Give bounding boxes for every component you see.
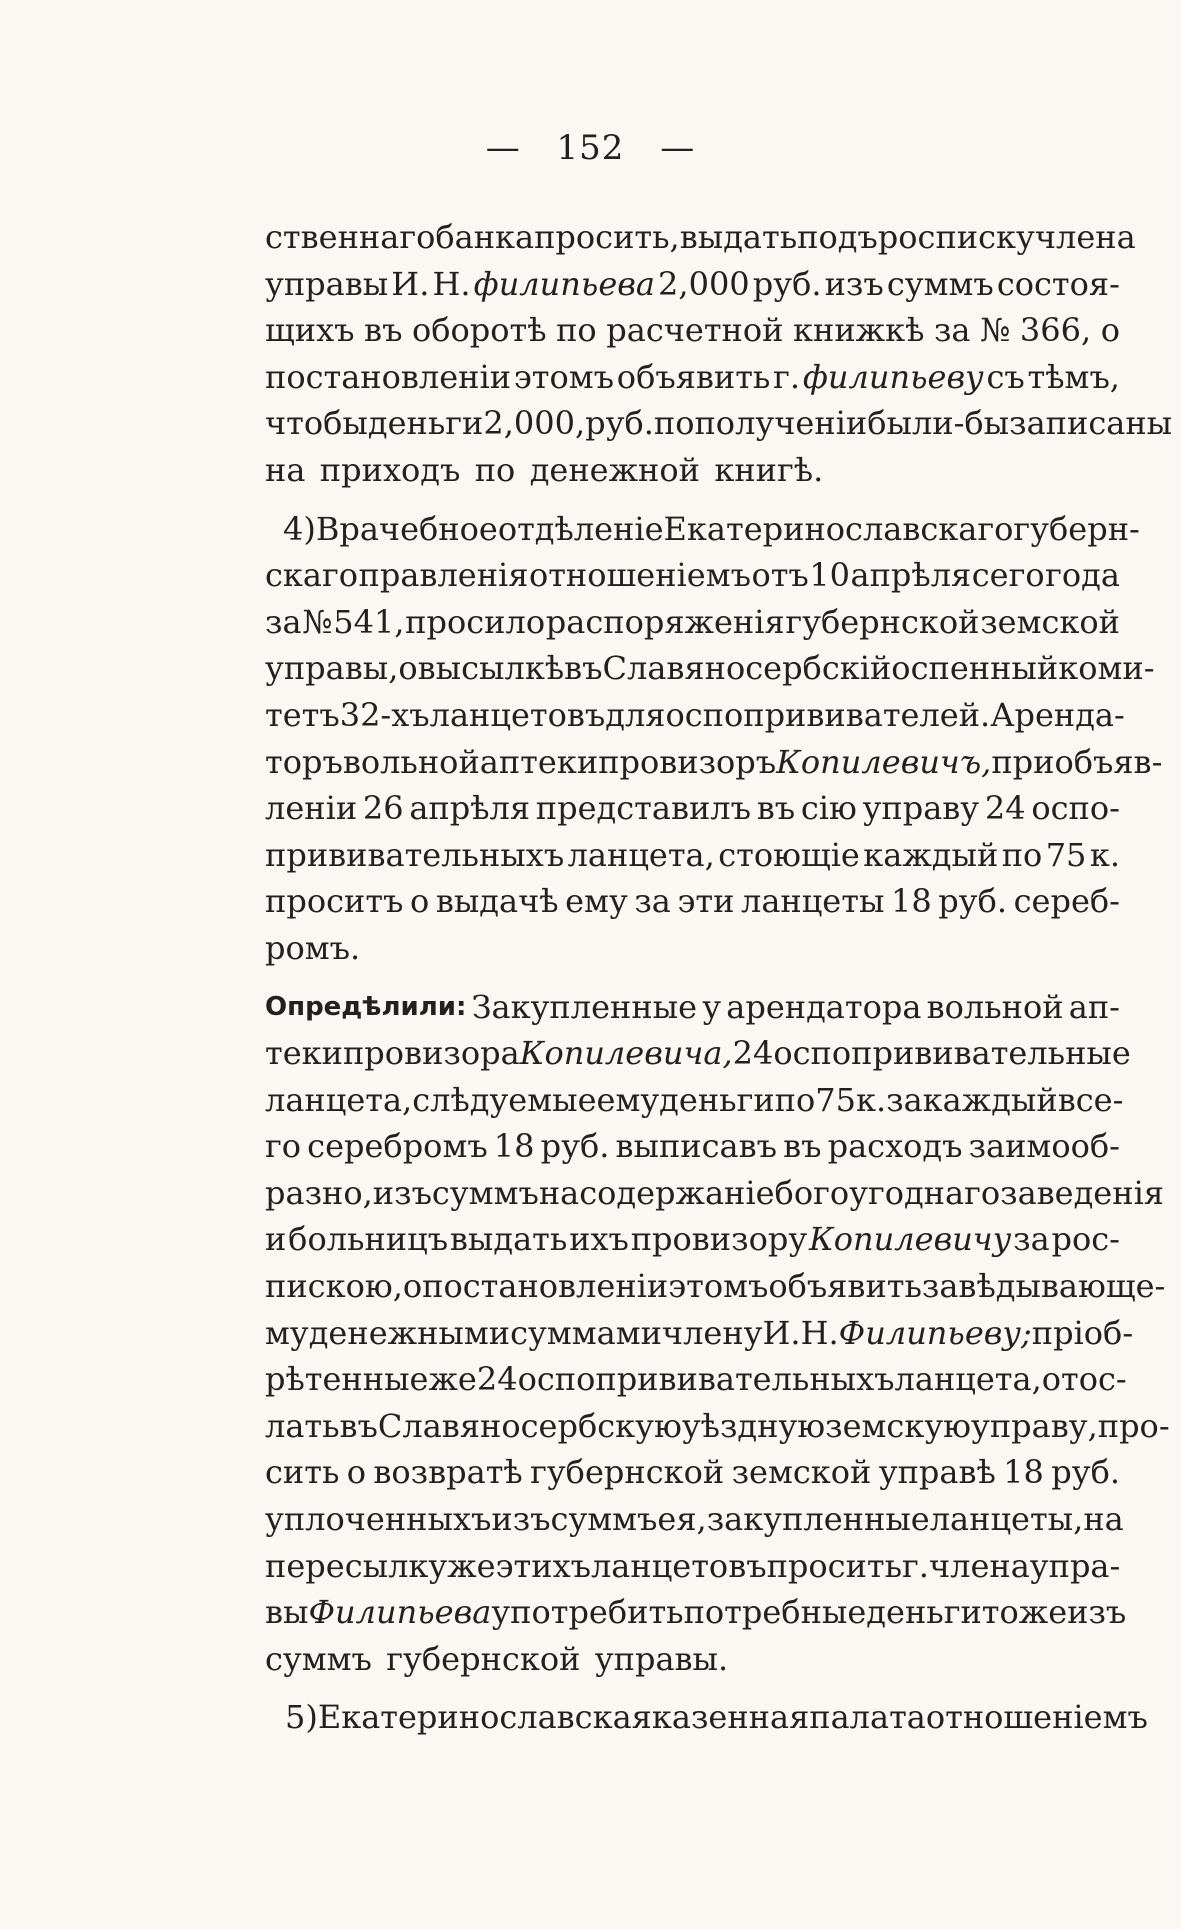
word: употребить bbox=[491, 1593, 684, 1632]
text-line bbox=[265, 307, 1120, 354]
word: И. bbox=[391, 264, 430, 303]
word: суммъ bbox=[886, 264, 994, 303]
word: о bbox=[402, 1267, 423, 1306]
word: 26 bbox=[362, 789, 404, 828]
word: к. bbox=[855, 1080, 887, 1119]
word: го bbox=[265, 1127, 302, 1166]
word: этихъ bbox=[495, 1546, 591, 1585]
word: г. bbox=[773, 357, 801, 396]
word: постановленіи bbox=[422, 1267, 669, 1306]
text-line bbox=[265, 599, 1120, 646]
word: суммами bbox=[510, 1313, 662, 1352]
page-number-value: 152 bbox=[556, 128, 625, 168]
word: Филипьеву; bbox=[838, 1313, 1032, 1352]
text-line bbox=[265, 552, 1120, 599]
word: расчетной bbox=[606, 311, 784, 350]
word: 18 bbox=[890, 882, 932, 921]
word: оборотѣ bbox=[411, 311, 547, 350]
word: и bbox=[265, 1220, 287, 1259]
word: отдѣленіе bbox=[497, 509, 664, 548]
word: за bbox=[265, 602, 302, 641]
word: вы bbox=[265, 1593, 309, 1632]
word: суммъ bbox=[550, 1500, 658, 1539]
word: ланцета, bbox=[265, 1080, 413, 1119]
word: закаждый bbox=[886, 1080, 1058, 1119]
word: ланцета, bbox=[567, 835, 715, 874]
word: за bbox=[706, 1500, 744, 1539]
word: вольной bbox=[342, 742, 480, 781]
word: представилъ bbox=[535, 789, 751, 828]
text-line bbox=[265, 1403, 1170, 1450]
word: у bbox=[702, 987, 722, 1026]
text-line bbox=[265, 1170, 1164, 1217]
word: члену bbox=[661, 1313, 763, 1352]
word: купленные bbox=[743, 1500, 930, 1539]
body-text bbox=[265, 214, 1173, 1741]
word: 18 bbox=[1003, 1453, 1044, 1492]
word: г. bbox=[902, 1546, 929, 1585]
text-line bbox=[265, 214, 1136, 261]
word: № bbox=[980, 311, 1011, 350]
word: по bbox=[653, 404, 695, 443]
word: въ bbox=[756, 789, 796, 828]
text-line bbox=[265, 785, 1120, 832]
text-line bbox=[265, 1694, 1148, 1741]
word: суммъ bbox=[431, 1173, 539, 1212]
word: о bbox=[1100, 311, 1120, 350]
word: управы bbox=[265, 264, 389, 303]
word: Екатеринославскаго bbox=[663, 509, 1014, 548]
word: управу bbox=[862, 789, 980, 828]
word: провизоръ bbox=[598, 742, 777, 781]
word: же bbox=[428, 1360, 477, 1399]
word: на bbox=[265, 450, 306, 489]
word: ланцетовъ bbox=[429, 695, 606, 734]
word: Врачебное bbox=[315, 509, 498, 548]
word: лать bbox=[265, 1406, 340, 1445]
word: отношеніемъ bbox=[528, 556, 751, 595]
word: 24 bbox=[732, 1034, 774, 1073]
word: въ bbox=[339, 1406, 378, 1445]
word: управы, bbox=[265, 649, 399, 688]
word: проситъ bbox=[265, 882, 404, 921]
word: же bbox=[447, 1546, 496, 1585]
word: 24 bbox=[476, 1360, 518, 1399]
word: постановленіи bbox=[265, 357, 512, 396]
word: расходъ bbox=[827, 1127, 963, 1166]
word: разно, bbox=[265, 1173, 373, 1212]
word: леніи bbox=[265, 789, 358, 828]
word: отношеніемъ bbox=[925, 1698, 1148, 1737]
word: И. bbox=[762, 1313, 801, 1352]
word: 2,000, bbox=[483, 404, 586, 443]
word: этомъ bbox=[513, 357, 614, 396]
word: земской bbox=[731, 1453, 872, 1492]
word: Копилевичъ, bbox=[776, 742, 992, 781]
word: руб. bbox=[540, 1127, 610, 1166]
text-line bbox=[265, 984, 1120, 1031]
word: 2,000 bbox=[658, 264, 750, 303]
word: каждый bbox=[863, 835, 999, 874]
word: оспо- bbox=[1031, 789, 1120, 828]
word: Закупленные bbox=[471, 987, 698, 1026]
word: 541, bbox=[333, 602, 405, 641]
word: въ bbox=[783, 1127, 822, 1166]
word: ему bbox=[565, 882, 628, 921]
word: филипьева bbox=[473, 264, 655, 303]
word: въ bbox=[564, 649, 603, 688]
word: серебромъ bbox=[307, 1127, 488, 1166]
word: года bbox=[1045, 556, 1120, 595]
word: рос- bbox=[1051, 1220, 1120, 1259]
word: выдать bbox=[679, 218, 798, 256]
word: губернской bbox=[386, 1639, 581, 1678]
word: руб. bbox=[752, 264, 822, 303]
word: банка bbox=[435, 218, 535, 256]
word: 4) bbox=[283, 509, 316, 548]
word: Н. bbox=[432, 264, 471, 303]
word: чтобы bbox=[265, 404, 368, 443]
page-number-dash-right: — bbox=[660, 128, 696, 168]
word: за bbox=[1013, 1220, 1050, 1259]
word: больницъ bbox=[288, 1220, 449, 1259]
word: апрѣля bbox=[850, 556, 972, 595]
word: 10 bbox=[809, 556, 850, 595]
word: аптеки bbox=[479, 742, 599, 781]
word: распоряженія bbox=[545, 602, 785, 641]
word: подъ bbox=[797, 218, 878, 256]
word: руб. bbox=[1051, 1453, 1120, 1492]
word: губернской bbox=[530, 1453, 725, 1492]
word: члена bbox=[1034, 218, 1136, 256]
word: объяв- bbox=[1054, 742, 1163, 781]
text-line bbox=[265, 1077, 1124, 1124]
section-heading: Опредѣлили: bbox=[265, 991, 467, 1022]
word: оспопрививательные bbox=[773, 1034, 1131, 1073]
word: о bbox=[398, 649, 418, 688]
word: ственнаго bbox=[265, 218, 436, 256]
word: деньги bbox=[866, 1593, 982, 1632]
word: оспопрививателей. bbox=[665, 695, 991, 734]
text-line bbox=[265, 447, 1120, 494]
text-line bbox=[265, 1216, 1120, 1263]
word: содержаніе bbox=[579, 1173, 775, 1212]
word: отъ bbox=[751, 556, 809, 595]
text-line bbox=[265, 1449, 1120, 1496]
word: филипьеву bbox=[802, 357, 984, 396]
word: эти bbox=[677, 882, 735, 921]
word: оспопрививательныхъ bbox=[517, 1360, 895, 1399]
text-line bbox=[265, 506, 1140, 553]
word: изъ bbox=[491, 1500, 551, 1539]
word: ихъ bbox=[569, 1220, 629, 1259]
paragraph-gap bbox=[265, 972, 1120, 984]
word: коми- bbox=[1058, 649, 1155, 688]
word: 24 bbox=[984, 789, 1026, 828]
word: 5) bbox=[285, 1698, 318, 1737]
word: 32-хъ bbox=[339, 695, 430, 734]
word: объявить bbox=[616, 357, 771, 396]
word: скаго bbox=[265, 556, 359, 595]
word: Аренда- bbox=[990, 695, 1125, 734]
word: му bbox=[265, 1313, 309, 1352]
word: губерн- bbox=[1013, 509, 1140, 548]
word: сію bbox=[800, 789, 857, 828]
text-line bbox=[265, 645, 1155, 692]
word: съ bbox=[986, 357, 1025, 396]
text-line bbox=[265, 1356, 1127, 1403]
word: при bbox=[991, 742, 1055, 781]
text-line bbox=[265, 692, 1125, 739]
word: тоже bbox=[981, 1593, 1068, 1632]
word: арендатора bbox=[726, 987, 922, 1026]
text-line bbox=[265, 1123, 1120, 1170]
word: по bbox=[556, 311, 597, 350]
word: богоугоднаго bbox=[774, 1173, 1001, 1212]
word: члена bbox=[928, 1546, 1030, 1585]
word: палата bbox=[809, 1698, 926, 1737]
word: ланцетовъ bbox=[590, 1546, 767, 1585]
word: казенная bbox=[651, 1698, 810, 1737]
text-line bbox=[265, 832, 1120, 879]
word: руб. bbox=[585, 404, 654, 443]
text-line bbox=[265, 1496, 1124, 1543]
word: управы. bbox=[594, 1639, 729, 1678]
text-line bbox=[265, 1589, 1127, 1636]
word: Славяносербскую bbox=[377, 1406, 682, 1445]
word: заведенія bbox=[1000, 1173, 1164, 1212]
word: рѣтенные bbox=[265, 1360, 429, 1399]
word: управѣ bbox=[878, 1453, 996, 1492]
word: уѣздную bbox=[681, 1406, 826, 1445]
text-line bbox=[265, 925, 1120, 972]
word: выдать bbox=[449, 1220, 568, 1259]
word: торъ bbox=[265, 742, 343, 781]
word: 366, bbox=[1019, 311, 1092, 350]
word: апрѣля bbox=[409, 789, 531, 828]
word: пискою, bbox=[265, 1267, 403, 1306]
word: щихъ bbox=[265, 311, 355, 350]
word: Копилевича, bbox=[519, 1034, 733, 1073]
word: записаны bbox=[1009, 404, 1173, 443]
word: этомъ bbox=[668, 1267, 769, 1306]
word: сить bbox=[265, 1453, 340, 1492]
word: Копилевичу bbox=[809, 1220, 1012, 1259]
word: для bbox=[605, 695, 666, 734]
word: Н. bbox=[800, 1313, 839, 1352]
word: выдачѣ bbox=[435, 882, 559, 921]
word: сереб- bbox=[1013, 882, 1120, 921]
paragraph-gap bbox=[265, 494, 1120, 506]
word: денежными bbox=[308, 1313, 511, 1352]
text-line bbox=[265, 1310, 1134, 1357]
word: все- bbox=[1057, 1080, 1124, 1119]
text-line bbox=[265, 261, 1120, 308]
word: земскую bbox=[825, 1406, 971, 1445]
word: пересылку bbox=[265, 1546, 448, 1585]
word: ему bbox=[596, 1080, 660, 1119]
word: просить bbox=[766, 1546, 903, 1585]
word: ланцеты bbox=[740, 882, 885, 921]
text-line bbox=[265, 1263, 1166, 1310]
word: изъ bbox=[372, 1173, 432, 1212]
word: вольной bbox=[926, 987, 1064, 1026]
word: изъ bbox=[1067, 1593, 1127, 1632]
word: отос- bbox=[1041, 1360, 1127, 1399]
word: о bbox=[409, 882, 430, 921]
text-line bbox=[265, 400, 1173, 447]
word: 75 bbox=[815, 1080, 856, 1119]
word: состоя- bbox=[996, 264, 1120, 303]
word: теки bbox=[265, 1034, 343, 1073]
word: провизора bbox=[342, 1034, 520, 1073]
word: Екатеринославская bbox=[317, 1698, 652, 1737]
text-line bbox=[265, 878, 1120, 925]
word: 18 bbox=[493, 1127, 535, 1166]
word: провизору bbox=[630, 1220, 808, 1259]
text-line bbox=[265, 1030, 1131, 1077]
word: деньги bbox=[659, 1080, 775, 1119]
word: тетъ bbox=[265, 695, 340, 734]
word: ея, bbox=[657, 1500, 707, 1539]
word: денежной bbox=[529, 450, 700, 489]
word: Славяносербскій bbox=[602, 649, 892, 688]
word: росписку bbox=[877, 218, 1035, 256]
word: выписавъ bbox=[615, 1127, 777, 1166]
word: возвратѣ bbox=[373, 1453, 523, 1492]
word: стоющіе bbox=[718, 835, 860, 874]
text-line bbox=[265, 1543, 1120, 1590]
word: по bbox=[474, 450, 516, 489]
word: про- bbox=[1097, 1406, 1170, 1445]
word: суммъ bbox=[265, 1639, 372, 1678]
word: на bbox=[1083, 1500, 1124, 1539]
word: уплоченныхъ bbox=[265, 1500, 492, 1539]
word: просить, bbox=[534, 218, 680, 256]
word: упра- bbox=[1029, 1546, 1121, 1585]
word: к. bbox=[1089, 835, 1120, 874]
word: объявить bbox=[768, 1267, 922, 1306]
word: по bbox=[774, 1080, 816, 1119]
page-number bbox=[0, 128, 1181, 168]
word: ап- bbox=[1068, 987, 1120, 1026]
word: сего bbox=[971, 556, 1045, 595]
word: 75 bbox=[1045, 835, 1087, 874]
word: прививательныхъ bbox=[265, 835, 565, 874]
word: приходъ bbox=[319, 450, 461, 489]
word: завѣдывающе- bbox=[921, 1267, 1166, 1306]
word: на bbox=[538, 1173, 580, 1212]
word: деньги bbox=[367, 404, 484, 443]
word: книгѣ. bbox=[714, 450, 824, 489]
word: потребные bbox=[683, 1593, 867, 1632]
word: высылкѣ bbox=[417, 649, 565, 688]
word: по bbox=[1001, 835, 1043, 874]
word: оспенный bbox=[891, 649, 1059, 688]
word: просило bbox=[405, 602, 546, 641]
paragraph-gap bbox=[265, 1682, 1120, 1694]
word: полученіи bbox=[694, 404, 868, 443]
word: слѣдуемые bbox=[412, 1080, 597, 1119]
word: ромъ. bbox=[265, 928, 361, 967]
word: правленія bbox=[358, 556, 529, 595]
word: за bbox=[634, 882, 671, 921]
word: книжкѣ bbox=[793, 311, 925, 350]
word: были-бы bbox=[867, 404, 1010, 443]
word: за bbox=[933, 311, 971, 350]
text-line bbox=[265, 1636, 1120, 1683]
word: въ bbox=[364, 311, 403, 350]
word: о bbox=[346, 1453, 367, 1492]
word: земской bbox=[980, 602, 1120, 641]
text-line bbox=[265, 354, 1120, 401]
word: ланцеты, bbox=[929, 1500, 1084, 1539]
word: управу, bbox=[971, 1406, 1098, 1445]
word: губернской bbox=[785, 602, 980, 641]
word: ланцета, bbox=[894, 1360, 1042, 1399]
word: руб. bbox=[938, 882, 1008, 921]
word: пріоб- bbox=[1031, 1313, 1134, 1352]
word: тѣмъ, bbox=[1027, 357, 1120, 396]
word: № bbox=[302, 602, 333, 641]
word: Филипьева bbox=[308, 1593, 492, 1632]
text-line bbox=[265, 739, 1163, 786]
word: изъ bbox=[824, 264, 884, 303]
word: заимооб- bbox=[968, 1127, 1120, 1166]
page-number-dash-left: — bbox=[485, 128, 521, 168]
